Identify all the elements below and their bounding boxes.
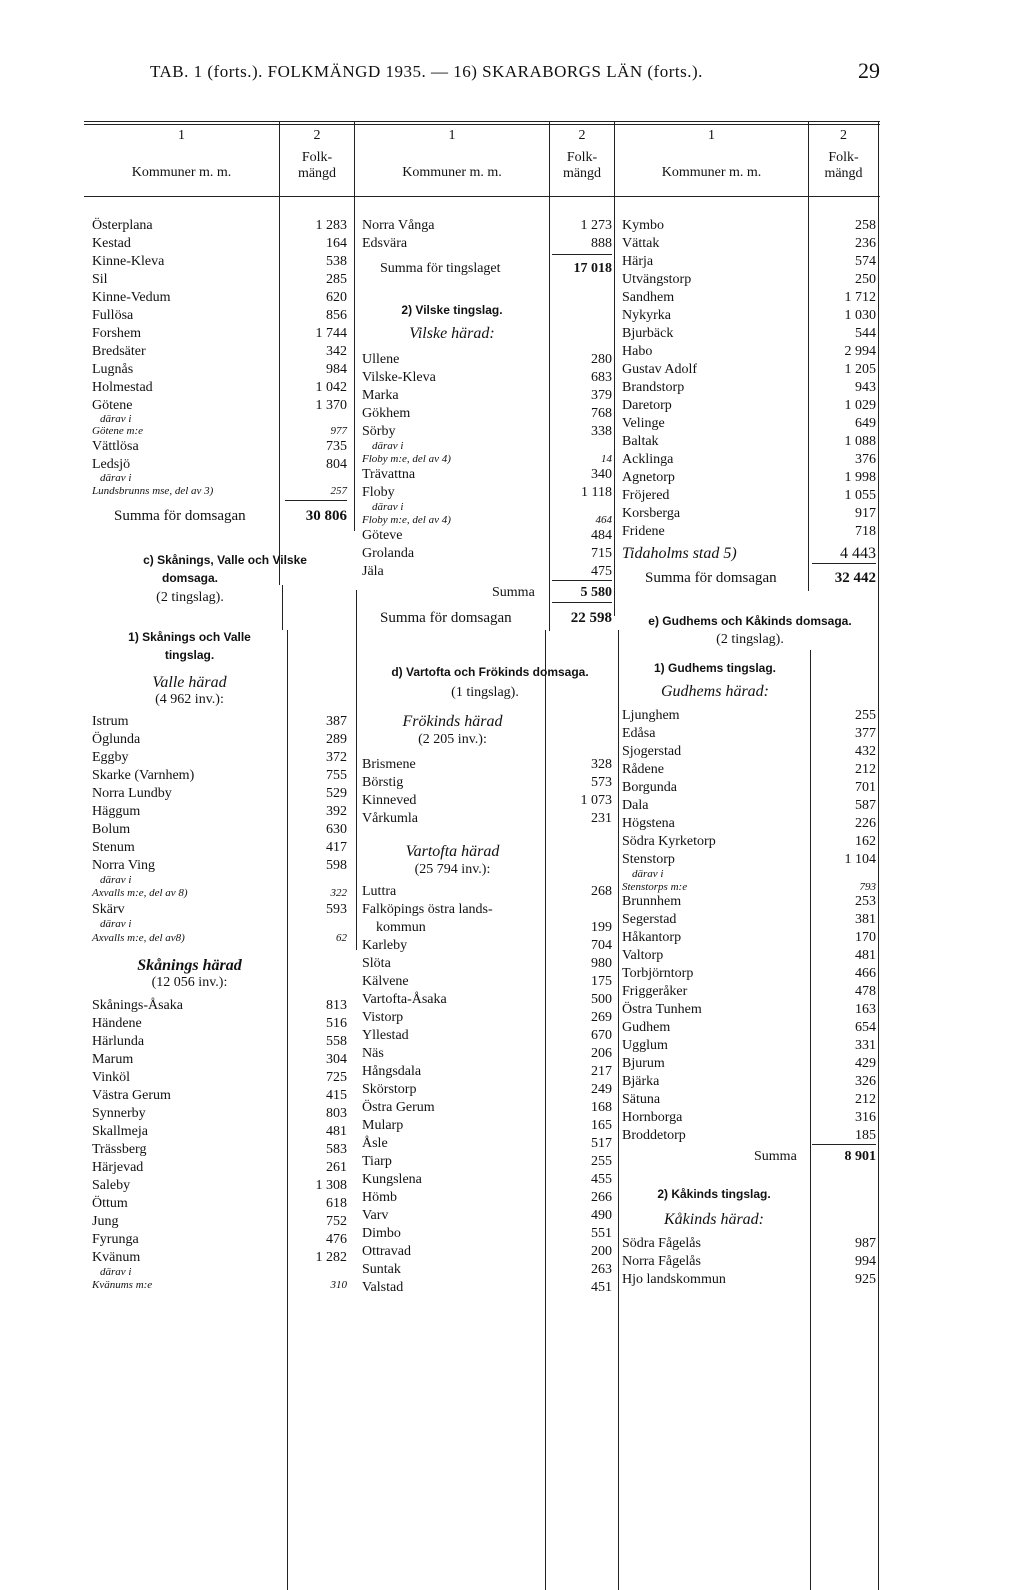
table-row: Vårkumla 231	[362, 811, 612, 826]
col1-num-header: 1	[178, 128, 185, 143]
table-row: Håkantorp 170	[622, 930, 876, 945]
table-row: Öttum 618	[92, 1196, 347, 1211]
table-row: Sandhem 1 712	[622, 290, 876, 305]
table-row: Hjo landskommun 925	[622, 1272, 876, 1287]
table-row: Floby 1 118	[362, 485, 612, 500]
col1-num2-header: 2	[313, 128, 321, 143]
col3-folk-header: Folk- mängd	[824, 150, 863, 181]
table-row: Trässberg 583	[92, 1142, 347, 1157]
table-row: Marum 304	[92, 1052, 347, 1067]
table-row: Holmestad 1 042	[92, 380, 347, 395]
table-row: Götene m:e 977	[92, 425, 347, 437]
table-row: Acklinga 376	[622, 452, 876, 467]
table-row: Dala 587	[622, 798, 876, 813]
table-row: Vinköl 725	[92, 1070, 347, 1085]
table-row: Kvänum 1 282	[92, 1250, 347, 1265]
table-row: Härja 574	[622, 254, 876, 269]
table-row: Börstig 573	[362, 775, 612, 790]
table-row: Suntak 263	[362, 1262, 612, 1277]
harad-title: Frökinds härad	[402, 713, 503, 730]
harad-title: Gudhems härad:	[661, 683, 769, 700]
table-row: Hångsdala 217	[362, 1064, 612, 1079]
table-row: Stenum 417	[92, 840, 347, 855]
table-row: Öglunda 289	[92, 732, 347, 747]
table-row: Härjevad 261	[92, 1160, 347, 1175]
table-row: Västra Gerum 415	[92, 1088, 347, 1103]
table-row: Fridene 718	[622, 524, 876, 539]
table-row: Skärv 593	[92, 902, 347, 917]
harad-title: Vartofta härad	[405, 843, 500, 860]
table-row: Skånings-Åsaka 813	[92, 998, 347, 1013]
table-row: Bjurum 429	[622, 1056, 876, 1071]
table-row: Södra Kyrketorp 162	[622, 834, 876, 849]
table-row: Högstena 226	[622, 816, 876, 831]
table-row: Varv 490	[362, 1208, 612, 1223]
table-row: Händene 516	[92, 1016, 347, 1031]
section-heading: domsaga.	[161, 571, 218, 585]
table-row: Vättlösa 735	[92, 439, 347, 454]
table-row: Yllestad 670	[362, 1028, 612, 1043]
table-row: Jäla 475	[362, 564, 612, 579]
table-row: Ottravad 200	[362, 1244, 612, 1259]
table-row: Bredsäter 342	[92, 344, 347, 359]
darav-label: därav i	[100, 413, 132, 425]
page-number: 29	[858, 58, 880, 83]
table-row: Utvängstorp 250	[622, 272, 876, 287]
table-row: Broddetorp 185	[622, 1128, 876, 1143]
table-row: Valstad 451	[362, 1280, 612, 1295]
harad-inv: (4 962 inv.):	[155, 692, 224, 707]
table-row: Torbjörntorp 466	[622, 966, 876, 981]
table-row: Istrum 387	[92, 714, 347, 729]
section-subheading: (1 tingslag).	[451, 685, 519, 700]
table-row: Tidaholms stad 5) 4 443	[622, 545, 876, 562]
table-row: Borgunda 701	[622, 780, 876, 795]
section-heading: tingslag.	[164, 648, 215, 662]
summa-row: Summa för domsagan 30 806	[114, 508, 347, 524]
table-row: Ljunghem 255	[622, 708, 876, 723]
table-row: Skörstorp 249	[362, 1082, 612, 1097]
table-row: Kymbo 258	[622, 218, 876, 233]
darav-label: därav i	[372, 501, 404, 513]
table-row: Synnerby 803	[92, 1106, 347, 1121]
table-row: Näs 206	[362, 1046, 612, 1061]
table-row: Östra Gerum 168	[362, 1100, 612, 1115]
table-row: Bjurbäck 544	[622, 326, 876, 341]
table-row: Nykyrka 1 030	[622, 308, 876, 323]
harad-inv: (2 205 inv.):	[418, 732, 487, 747]
table-row: Norra Ving 598	[92, 858, 347, 873]
table-row: Ugglum 331	[622, 1038, 876, 1053]
table-row: Korsberga 917	[622, 506, 876, 521]
section-heading: d) Vartofta och Frökinds domsaga.	[391, 665, 589, 679]
table-row: Eggby 372	[92, 750, 347, 765]
darav-label: därav i	[372, 440, 404, 452]
section-subheading: (2 tingslag).	[156, 590, 224, 605]
harad-inv: (12 056 inv.):	[151, 975, 228, 990]
table-row: Velinge 649	[622, 416, 876, 431]
table-row: Segerstad 381	[622, 912, 876, 927]
table-row: Bolum 630	[92, 822, 347, 837]
darav-label: därav i	[100, 1266, 132, 1278]
table-row: Kungslena 455	[362, 1172, 612, 1187]
table-row: Sörby 338	[362, 424, 612, 439]
harad-title: Valle härad	[152, 674, 227, 691]
section-heading: 1) Skånings och Valle	[128, 630, 251, 644]
table-row: Södra Fågelås 987	[622, 1236, 876, 1251]
page-header	[0, 58, 1024, 88]
table-row: Götene 1 370	[92, 398, 347, 413]
table-row: Lugnås 984	[92, 362, 347, 377]
summa-row: Summa 8 901	[754, 1149, 876, 1164]
harad-title: Vilske härad:	[409, 325, 495, 342]
table-row: Saleby 1 308	[92, 1178, 347, 1193]
table-row: Sätuna 212	[622, 1092, 876, 1107]
table-row: Sjogerstad 432	[622, 744, 876, 759]
table-row: Axvalls m:e, del av 8) 322	[92, 887, 347, 899]
table-row: Mularp 165	[362, 1118, 612, 1133]
darav-label: därav i	[632, 868, 664, 880]
col3-num-header: 1	[708, 128, 715, 143]
table-row: Falköpings östra lands-	[362, 902, 493, 917]
table-row: Härlunda 558	[92, 1034, 347, 1049]
table-row: Österplana 1 283	[92, 218, 347, 233]
table-row: kommun 199	[376, 920, 612, 935]
col2-kommuner-header: Kommuner m. m.	[402, 165, 502, 180]
table-row: Friggeråker 478	[622, 984, 876, 999]
harad-title: Skånings härad	[137, 957, 242, 974]
table-row: Bjärka 326	[622, 1074, 876, 1089]
section-heading: e) Gudhems och Kåkinds domsaga.	[648, 614, 852, 628]
table-row: Fyrunga 476	[92, 1232, 347, 1247]
table-row: Marka 379	[362, 388, 612, 403]
table-row: Vistorp 269	[362, 1010, 612, 1025]
darav-label: därav i	[100, 918, 132, 930]
table-row: Fullösa 856	[92, 308, 347, 323]
darav-label: därav i	[100, 472, 132, 484]
table-row: Hömb 266	[362, 1190, 612, 1205]
table-row: Valtorp 481	[622, 948, 876, 963]
table-row: Stenstorp 1 104	[622, 852, 876, 867]
table-row: Skallmeja 481	[92, 1124, 347, 1139]
table-row: Lundsbrunns mse, del av 3) 257	[92, 485, 347, 497]
table-row: Rådene 212	[622, 762, 876, 777]
table-row: Kinneved 1 073	[362, 793, 612, 808]
section-subheading: (2 tingslag).	[716, 632, 784, 647]
table-row: Ledsjö 804	[92, 457, 347, 472]
table-row: Kälvene 175	[362, 974, 612, 989]
table-row: Edsvära 888	[362, 236, 612, 251]
table-row: Brismene 328	[362, 757, 612, 772]
table-row: Norra Lundby 529	[92, 786, 347, 801]
col2-folk-header: Folk- mängd	[562, 150, 602, 181]
table-row: Åsle 517	[362, 1136, 612, 1151]
table-row: Forshem 1 744	[92, 326, 347, 341]
table-row: Floby m:e, del av 4) 464	[362, 514, 612, 526]
summa-row: Summa för domsagan 32 442	[645, 570, 876, 586]
table-row: Grolanda 715	[362, 546, 612, 561]
table-row: Luttra 268	[362, 884, 612, 899]
table-row: Trävattna 340	[362, 467, 612, 482]
table-row: Kinne-Vedum 620	[92, 290, 347, 305]
table-row: Habo 2 994	[622, 344, 876, 359]
col1-kommuner-header: Kommuner m. m.	[131, 165, 232, 180]
col1-folk-header: Folk- mängd	[297, 150, 337, 181]
table-row: Gustav Adolf 1 205	[622, 362, 876, 377]
table-row: Vättak 236	[622, 236, 876, 251]
col3-num2-header: 2	[840, 128, 847, 143]
table-row: Kestad 164	[92, 236, 347, 251]
table-row: Jung 752	[92, 1214, 347, 1229]
table-row: Vartofta-Åsaka 500	[362, 992, 612, 1007]
table-row: Ullene 280	[362, 352, 612, 367]
table-row: Göteve 484	[362, 528, 612, 543]
table-row: Edåsa 377	[622, 726, 876, 741]
table-row: Sil 285	[92, 272, 347, 287]
table-row: Stenstorps m:e 793	[622, 881, 876, 893]
table-row: Kinne-Kleva 538	[92, 254, 347, 269]
section-heading: c) Skånings, Valle och Vilske	[143, 553, 307, 567]
table-row: Brunnhem 253	[622, 894, 876, 909]
col3-kommuner-header: Kommuner m. m.	[661, 165, 762, 180]
page-title: TAB. 1 (forts.). FOLKMÄNGD 1935. — 16) SKARABORGS LÄN (forts.).	[150, 62, 703, 81]
darav-label: därav i	[100, 874, 132, 886]
table-row: Fröjered 1 055	[622, 488, 876, 503]
table-row: Floby m:e, del av 4) 14	[362, 453, 612, 465]
table-row: Häggum 392	[92, 804, 347, 819]
table-row: Kvänums m:e 310	[92, 1279, 347, 1291]
col2-num2-header: 2	[578, 128, 586, 143]
table-row: Gudhem 654	[622, 1020, 876, 1035]
harad-inv: (25 794 inv.):	[414, 862, 491, 877]
table-row: Skarke (Varnhem) 755	[92, 768, 347, 783]
section-heading: 1) Gudhems tingslag.	[653, 661, 776, 675]
table-row: Brandstorp 943	[622, 380, 876, 395]
table-row: Agnetorp 1 998	[622, 470, 876, 485]
section-heading: 2) Kåkinds tingslag.	[657, 1187, 771, 1201]
table-row: Baltak 1 088	[622, 434, 876, 449]
table-row: Hornborga 316	[622, 1110, 876, 1125]
table-row: Östra Tunhem 163	[622, 1002, 876, 1017]
summa-row: Summa för tingslaget 17 018	[380, 261, 612, 276]
table-row: Daretorp 1 029	[622, 398, 876, 413]
table-row: Dimbo 551	[362, 1226, 612, 1241]
summa-row: Summa 5 580	[492, 585, 612, 600]
table-row: Axvalls m:e, del av8) 62	[92, 932, 347, 944]
table-row: Slöta 980	[362, 956, 612, 971]
table-row: Norra Fågelås 994	[622, 1254, 876, 1269]
table-row: Norra Vånga 1 273	[362, 218, 612, 233]
col2-num-header: 1	[448, 128, 456, 143]
summa-row: Summa för domsagan 22 598	[380, 610, 612, 626]
table-row: Karleby 704	[362, 938, 612, 953]
section-heading: 2) Vilske tingslag.	[401, 303, 503, 317]
table-row: Vilske-Kleva 683	[362, 370, 612, 385]
table-row: Gökhem 768	[362, 406, 612, 421]
table-row: Tiarp 255	[362, 1154, 612, 1169]
harad-title: Kåkinds härad:	[664, 1211, 764, 1228]
